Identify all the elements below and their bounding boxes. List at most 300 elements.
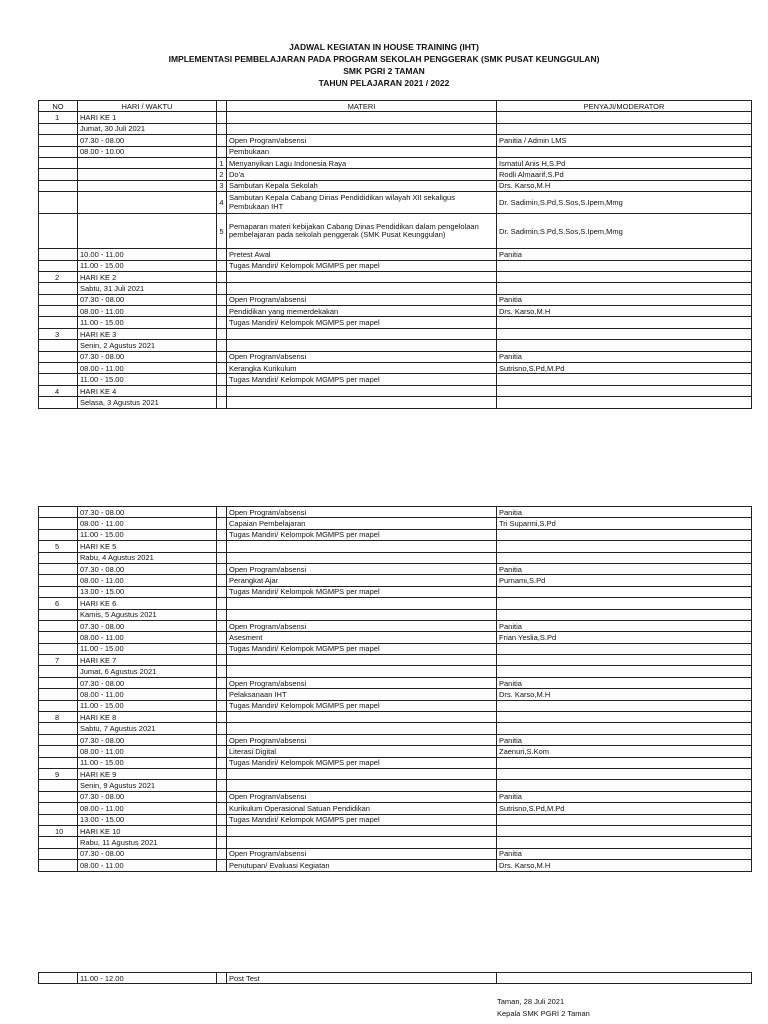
cell-no xyxy=(39,214,78,249)
table-row xyxy=(39,271,752,282)
cell-materi xyxy=(227,825,497,836)
cell-index: 3 xyxy=(217,180,227,191)
cell-materi: Pretest Awal xyxy=(227,249,497,260)
table-row xyxy=(39,363,752,374)
cell-materi: Sambutan Kepala Sekolah xyxy=(227,180,497,191)
cell-materi: Capaian Pembelajaran xyxy=(227,518,497,529)
cell-index xyxy=(217,723,227,734)
table-row xyxy=(39,283,752,294)
table-row xyxy=(39,814,752,825)
table-row xyxy=(39,374,752,385)
col-header-time: HARI / WAKTU xyxy=(78,101,217,112)
cell-materi xyxy=(227,666,497,677)
table-row xyxy=(39,825,752,836)
cell-index xyxy=(217,563,227,574)
cell-penyaji: Drs. Karso,M.H xyxy=(497,689,752,700)
cell-penyaji: Panitia xyxy=(497,734,752,745)
cell-index xyxy=(217,575,227,586)
cell-no xyxy=(39,734,78,745)
cell-penyaji xyxy=(497,780,752,791)
cell-no xyxy=(39,746,78,757)
cell-index xyxy=(217,655,227,666)
cell-penyaji xyxy=(497,317,752,328)
cell-materi: Pelaksanaan IHT xyxy=(227,689,497,700)
cell-penyaji xyxy=(497,397,752,408)
cell-penyaji xyxy=(497,814,752,825)
cell-no xyxy=(39,609,78,620)
cell-penyaji: Ismatul Anis H,S.Pd xyxy=(497,157,752,168)
cell-no xyxy=(39,260,78,271)
cell-index xyxy=(217,271,227,282)
cell-no xyxy=(39,803,78,814)
cell-penyaji xyxy=(497,123,752,134)
cell-no xyxy=(39,294,78,305)
cell-time: 07.30 - 08.00 xyxy=(78,135,217,146)
cell-index xyxy=(217,643,227,654)
cell-index xyxy=(217,598,227,609)
cell-materi: Tugas Mandiri/ Kelompok MGMPS per mapel xyxy=(227,529,497,540)
cell-index xyxy=(217,825,227,836)
cell-time: Rabu, 11 Agustus 2021 xyxy=(78,837,217,848)
doc-title-line3: SMK PGRI 2 TAMAN xyxy=(343,66,425,76)
table-row xyxy=(39,780,752,791)
cell-penyaji: Panitia xyxy=(497,791,752,802)
cell-materi: Open Program/absensi xyxy=(227,507,497,518)
table-row xyxy=(39,169,752,180)
cell-time: 08.00 - 11.00 xyxy=(78,689,217,700)
cell-index xyxy=(217,666,227,677)
cell-materi: Open Program/absensi xyxy=(227,135,497,146)
cell-materi: Penutupan/ Evaluasi Kegiatan xyxy=(227,860,497,871)
table-row xyxy=(39,317,752,328)
cell-time: 11.00 - 12.00 xyxy=(78,973,217,984)
cell-no xyxy=(39,249,78,260)
cell-index xyxy=(217,620,227,631)
cell-materi xyxy=(227,768,497,779)
cell-time: HARI KE 2 xyxy=(78,271,217,282)
cell-materi: Tugas Mandiri/ Kelompok MGMPS per mapel xyxy=(227,317,497,328)
cell-no xyxy=(39,848,78,859)
cell-time: HARI KE 7 xyxy=(78,655,217,666)
cell-materi xyxy=(227,271,497,282)
cell-index xyxy=(217,848,227,859)
cell-materi xyxy=(227,541,497,552)
cell-index xyxy=(217,689,227,700)
table-row xyxy=(39,340,752,351)
table-row xyxy=(39,598,752,609)
cell-time: 08.00 - 10.00 xyxy=(78,146,217,157)
table-row xyxy=(39,541,752,552)
cell-time: 08.00 - 11.00 xyxy=(78,803,217,814)
table-row xyxy=(39,973,752,984)
cell-penyaji xyxy=(497,757,752,768)
cell-materi: Tugas Mandiri/ Kelompok MGMPS per mapel xyxy=(227,700,497,711)
cell-materi: Tugas Mandiri/ Kelompok MGMPS per mapel xyxy=(227,643,497,654)
cell-index xyxy=(217,518,227,529)
table-row xyxy=(39,135,752,146)
cell-index xyxy=(217,780,227,791)
cell-penyaji: Zaenuri,S.Kom xyxy=(497,746,752,757)
table-row xyxy=(39,860,752,871)
cell-time: 13.00 - 15.00 xyxy=(78,814,217,825)
cell-materi: Sambutan Kepala Cabang Dinas Pendididikan wilayah XII sekaligus Pembukaan IHT xyxy=(227,192,497,214)
cell-penyaji xyxy=(497,666,752,677)
cell-materi xyxy=(227,112,497,123)
cell-index xyxy=(217,317,227,328)
cell-index xyxy=(217,374,227,385)
cell-no xyxy=(39,586,78,597)
cell-time: HARI KE 10 xyxy=(78,825,217,836)
cell-no: 9 xyxy=(39,768,78,779)
table-row xyxy=(39,214,752,249)
cell-no xyxy=(39,146,78,157)
cell-index xyxy=(217,340,227,351)
cell-index xyxy=(217,294,227,305)
cell-penyaji xyxy=(497,837,752,848)
cell-materi: Pemaparan materi kebijakan Cabang Dinas Pendidikan dalam pengelolaan pembelajaran pada sekolah penggerak (SMK Pusat Keunggulan) xyxy=(227,214,497,249)
cell-materi: Kerangka Kurikulum xyxy=(227,363,497,374)
cell-index xyxy=(217,146,227,157)
schedule-table-page3 xyxy=(38,972,752,984)
cell-penyaji: Panitia xyxy=(497,294,752,305)
cell-materi: Menyanyikan Lagu Indonesia Raya xyxy=(227,157,497,168)
cell-time: 08.00 - 11.00 xyxy=(78,746,217,757)
cell-index xyxy=(217,385,227,396)
table-row xyxy=(39,848,752,859)
table-row xyxy=(39,328,752,339)
table-row xyxy=(39,655,752,666)
cell-materi xyxy=(227,340,497,351)
table-row xyxy=(39,157,752,168)
cell-no xyxy=(39,757,78,768)
cell-time xyxy=(78,192,217,214)
cell-penyaji xyxy=(497,340,752,351)
cell-index xyxy=(217,677,227,688)
cell-materi: Open Program/absensi xyxy=(227,791,497,802)
cell-time: 08.00 - 11.00 xyxy=(78,306,217,317)
cell-index xyxy=(217,803,227,814)
cell-index xyxy=(217,529,227,540)
cell-no xyxy=(39,780,78,791)
cell-index: 4 xyxy=(217,192,227,214)
cell-materi: Asesment xyxy=(227,632,497,643)
cell-penyaji xyxy=(497,768,752,779)
cell-index xyxy=(217,249,227,260)
cell-index xyxy=(217,363,227,374)
cell-index: 2 xyxy=(217,169,227,180)
cell-no: 8 xyxy=(39,712,78,723)
table-row xyxy=(39,397,752,408)
cell-penyaji xyxy=(497,271,752,282)
cell-materi: Perangkat Ajar xyxy=(227,575,497,586)
cell-penyaji: Panitia xyxy=(497,351,752,362)
table-row xyxy=(39,791,752,802)
cell-no xyxy=(39,860,78,871)
cell-index xyxy=(217,700,227,711)
cell-no xyxy=(39,973,78,984)
cell-time: 08.00 - 11.00 xyxy=(78,860,217,871)
cell-no xyxy=(39,180,78,191)
table-row xyxy=(39,620,752,631)
cell-no: 2 xyxy=(39,271,78,282)
cell-no xyxy=(39,283,78,294)
cell-penyaji: Frian Yeslia,S.Pd xyxy=(497,632,752,643)
cell-time: 07.30 - 08.00 xyxy=(78,791,217,802)
cell-time xyxy=(78,157,217,168)
table-row xyxy=(39,700,752,711)
doc-title-line1: JADWAL KEGIATAN IN HOUSE TRAINING (IHT) xyxy=(289,42,479,52)
cell-materi xyxy=(227,609,497,620)
cell-penyaji: Sutrisno,S.Pd,M.Pd xyxy=(497,363,752,374)
cell-index xyxy=(217,586,227,597)
table-row xyxy=(39,306,752,317)
cell-no xyxy=(39,306,78,317)
cell-time: 08.00 - 11.00 xyxy=(78,518,217,529)
cell-materi: Kurikulum Operasional Satuan Pendidikan xyxy=(227,803,497,814)
table-row xyxy=(39,112,752,123)
cell-no xyxy=(39,563,78,574)
cell-no xyxy=(39,552,78,563)
table-row xyxy=(39,507,752,518)
table-row xyxy=(39,643,752,654)
cell-materi: Pendidikan yang memerdekakan xyxy=(227,306,497,317)
cell-time: 10.00 - 11.00 xyxy=(78,249,217,260)
cell-no: 1 xyxy=(39,112,78,123)
cell-index xyxy=(217,123,227,134)
cell-time: HARI KE 6 xyxy=(78,598,217,609)
cell-index xyxy=(217,541,227,552)
cell-no xyxy=(39,666,78,677)
cell-time: 07.30 - 08.00 xyxy=(78,351,217,362)
cell-penyaji xyxy=(497,112,752,123)
cell-no: 7 xyxy=(39,655,78,666)
cell-time xyxy=(78,180,217,191)
cell-materi xyxy=(227,712,497,723)
cell-time: 11.00 - 15.00 xyxy=(78,374,217,385)
cell-materi: Tugas Mandiri/ Kelompok MGMPS per mapel xyxy=(227,814,497,825)
col-header-index xyxy=(217,101,227,112)
cell-no: 6 xyxy=(39,598,78,609)
cell-materi: Tugas Mandiri/ Kelompok MGMPS per mapel xyxy=(227,260,497,271)
cell-index xyxy=(217,260,227,271)
cell-no xyxy=(39,700,78,711)
cell-time: 11.00 - 15.00 xyxy=(78,529,217,540)
table-row xyxy=(39,146,752,157)
cell-no xyxy=(39,632,78,643)
table-row xyxy=(39,260,752,271)
table-row xyxy=(39,351,752,362)
cell-penyaji: Drs. Karso,M.H xyxy=(497,860,752,871)
cell-time xyxy=(78,169,217,180)
cell-no: 4 xyxy=(39,385,78,396)
cell-time: Senin, 2 Agustus 2021 xyxy=(78,340,217,351)
cell-materi xyxy=(227,397,497,408)
cell-materi: Open Program/absensi xyxy=(227,620,497,631)
cell-time: HARI KE 8 xyxy=(78,712,217,723)
signer-title: Kepala SMK PGRI 2 Taman xyxy=(497,1009,590,1018)
cell-no xyxy=(39,340,78,351)
cell-penyaji xyxy=(497,973,752,984)
cell-no xyxy=(39,791,78,802)
table-row xyxy=(39,768,752,779)
cell-materi: Open Program/absensi xyxy=(227,351,497,362)
cell-time: HARI KE 9 xyxy=(78,768,217,779)
cell-materi xyxy=(227,837,497,848)
table-row xyxy=(39,803,752,814)
table-row xyxy=(39,123,752,134)
cell-index xyxy=(217,973,227,984)
cell-penyaji: Panitia xyxy=(497,848,752,859)
cell-no xyxy=(39,157,78,168)
col-header-materi: MATERI xyxy=(227,101,497,112)
table-row xyxy=(39,689,752,700)
cell-penyaji: Panitia xyxy=(497,677,752,688)
cell-penyaji: Tri Suparmi,S.Pd xyxy=(497,518,752,529)
cell-index xyxy=(217,837,227,848)
cell-no xyxy=(39,723,78,734)
cell-no xyxy=(39,620,78,631)
cell-materi xyxy=(227,385,497,396)
table-row xyxy=(39,746,752,757)
cell-penyaji xyxy=(497,328,752,339)
cell-time: 07.30 - 08.00 xyxy=(78,563,217,574)
cell-penyaji xyxy=(497,643,752,654)
cell-penyaji xyxy=(497,598,752,609)
cell-time: 08.00 - 11.00 xyxy=(78,363,217,374)
cell-penyaji: Dr. Sadimin,S.Pd,S.Sos,S.Ipem,Mmg xyxy=(497,192,752,214)
cell-penyaji: Purnami,S.Pd xyxy=(497,575,752,586)
cell-no: 10 xyxy=(39,825,78,836)
cell-penyaji xyxy=(497,260,752,271)
cell-penyaji: Sutrisno,S.Pd,M.Pd xyxy=(497,803,752,814)
table-row xyxy=(39,294,752,305)
table-row xyxy=(39,734,752,745)
cell-time: 07.30 - 08.00 xyxy=(78,507,217,518)
cell-time: Kamis, 5 Agustus 2021 xyxy=(78,609,217,620)
cell-no xyxy=(39,363,78,374)
cell-penyaji xyxy=(497,283,752,294)
cell-index xyxy=(217,746,227,757)
cell-no: 5 xyxy=(39,541,78,552)
cell-time: 07.30 - 08.00 xyxy=(78,677,217,688)
cell-no xyxy=(39,518,78,529)
table-row xyxy=(39,712,752,723)
cell-index xyxy=(217,768,227,779)
cell-no xyxy=(39,689,78,700)
cell-penyaji xyxy=(497,655,752,666)
cell-no xyxy=(39,507,78,518)
cell-materi xyxy=(227,123,497,134)
cell-materi xyxy=(227,723,497,734)
cell-penyaji: Drs. Karso,M.H xyxy=(497,306,752,317)
table-row xyxy=(39,563,752,574)
cell-time: 11.00 - 15.00 xyxy=(78,700,217,711)
table-header-row xyxy=(39,101,752,112)
cell-time: 07.30 - 08.00 xyxy=(78,294,217,305)
cell-penyaji xyxy=(497,385,752,396)
cell-penyaji xyxy=(497,712,752,723)
cell-index xyxy=(217,734,227,745)
cell-no xyxy=(39,643,78,654)
cell-materi: Open Program/absensi xyxy=(227,734,497,745)
cell-materi xyxy=(227,328,497,339)
cell-time: 11.00 - 15.00 xyxy=(78,317,217,328)
cell-no xyxy=(39,677,78,688)
table-row xyxy=(39,385,752,396)
cell-time: Selasa, 3 Agustus 2021 xyxy=(78,397,217,408)
cell-time: Sabtu, 31 Juli 2021 xyxy=(78,283,217,294)
cell-no xyxy=(39,374,78,385)
doc-title-line4: TAHUN PELAJARAN 2021 / 2022 xyxy=(318,78,450,88)
cell-no xyxy=(39,169,78,180)
cell-time: HARI KE 5 xyxy=(78,541,217,552)
cell-penyaji: Dr. Sadimin,S.Pd,S.Sos,S.Ipem,Mmg xyxy=(497,214,752,249)
cell-time: 07.30 - 08.00 xyxy=(78,620,217,631)
table-row xyxy=(39,666,752,677)
cell-index xyxy=(217,351,227,362)
schedule-table-page1 xyxy=(38,100,752,409)
cell-index xyxy=(217,632,227,643)
cell-no xyxy=(39,317,78,328)
cell-materi xyxy=(227,780,497,791)
cell-index xyxy=(217,397,227,408)
cell-penyaji: Panitia xyxy=(497,507,752,518)
cell-penyaji: Panitia xyxy=(497,620,752,631)
cell-penyaji xyxy=(497,586,752,597)
cell-index xyxy=(217,135,227,146)
cell-time: Senin, 9 Agustus 2021 xyxy=(78,780,217,791)
cell-materi xyxy=(227,552,497,563)
cell-penyaji xyxy=(497,825,752,836)
cell-time: Sabtu, 7 Agustus 2021 xyxy=(78,723,217,734)
cell-time: 11.00 - 15.00 xyxy=(78,643,217,654)
cell-index xyxy=(217,112,227,123)
cell-index xyxy=(217,552,227,563)
cell-no xyxy=(39,575,78,586)
table-row xyxy=(39,518,752,529)
table-row xyxy=(39,632,752,643)
cell-time: 11.00 - 15.00 xyxy=(78,757,217,768)
cell-penyaji: Drs. Karso,M.H xyxy=(497,180,752,191)
cell-penyaji: Panitia xyxy=(497,249,752,260)
cell-penyaji xyxy=(497,552,752,563)
cell-no xyxy=(39,123,78,134)
cell-materi xyxy=(227,283,497,294)
table-row xyxy=(39,837,752,848)
cell-index xyxy=(217,283,227,294)
cell-time: HARI KE 4 xyxy=(78,385,217,396)
cell-index xyxy=(217,306,227,317)
cell-materi: Literasi Digital xyxy=(227,746,497,757)
table-row xyxy=(39,180,752,191)
cell-index xyxy=(217,791,227,802)
cell-time: 08.00 - 11.00 xyxy=(78,575,217,586)
cell-no xyxy=(39,351,78,362)
cell-penyaji: Rodli Almaarif,S.Pd xyxy=(497,169,752,180)
cell-time: Jumat, 6 Agustus 2021 xyxy=(78,666,217,677)
cell-penyaji: Panitia / Admin LMS xyxy=(497,135,752,146)
cell-time: Jumat, 30 Juli 2021 xyxy=(78,123,217,134)
cell-penyaji xyxy=(497,146,752,157)
cell-index xyxy=(217,757,227,768)
cell-materi: Pembukaan xyxy=(227,146,497,157)
cell-index xyxy=(217,609,227,620)
table-row xyxy=(39,586,752,597)
col-header-no: NO xyxy=(39,101,78,112)
cell-time: 08.00 - 11.00 xyxy=(78,632,217,643)
cell-no xyxy=(39,135,78,146)
table-row xyxy=(39,552,752,563)
